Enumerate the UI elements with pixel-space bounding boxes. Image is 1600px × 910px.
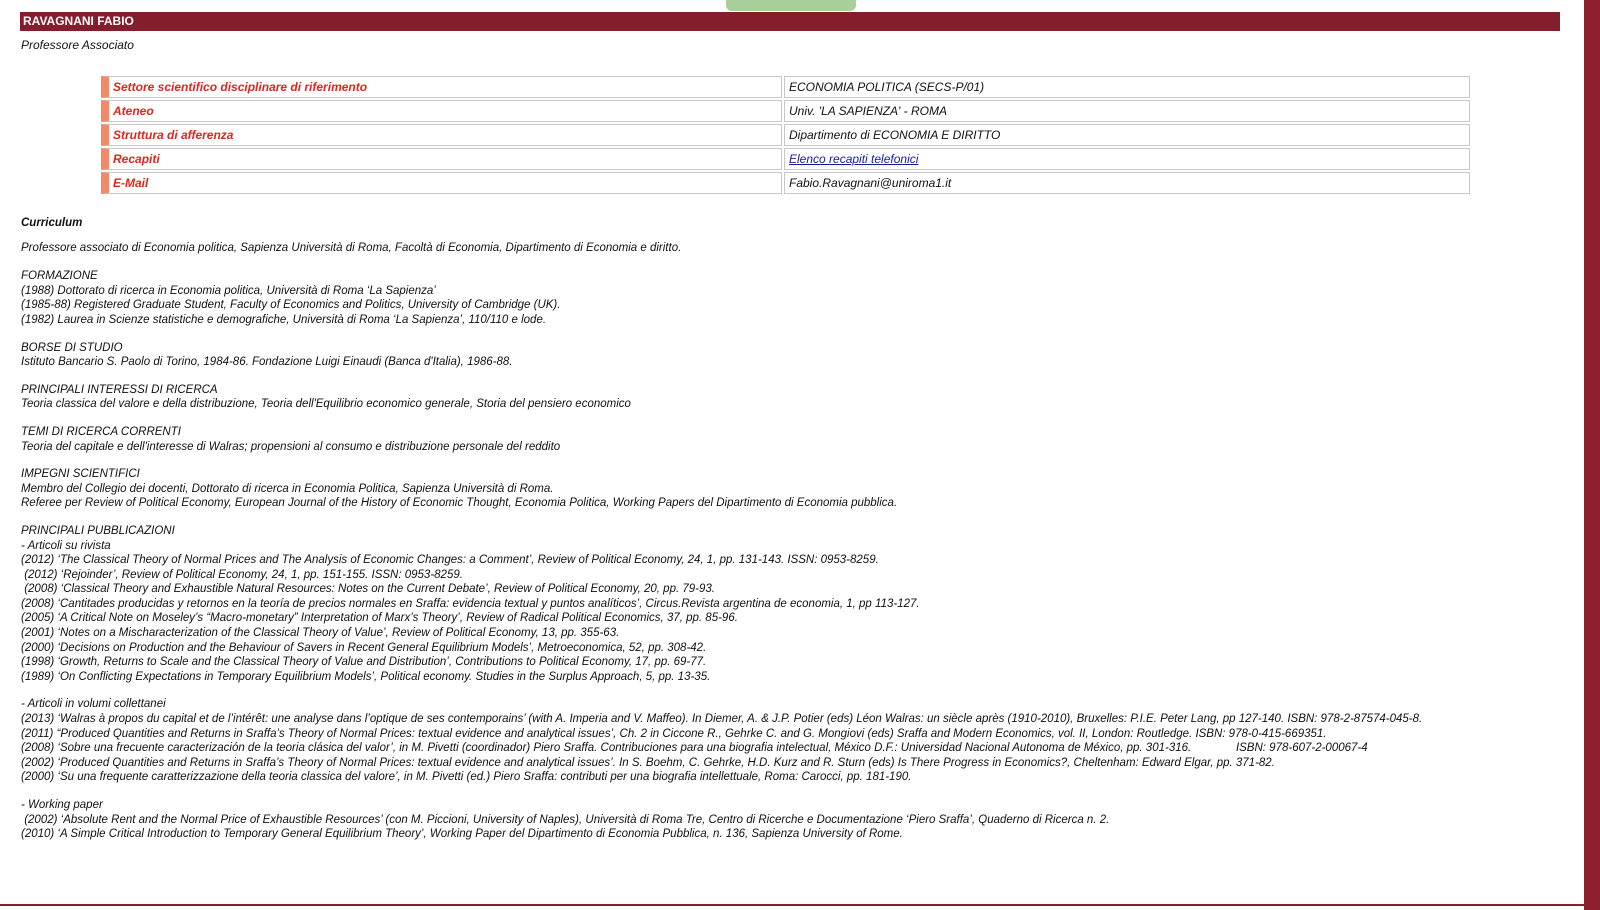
section-line: (2008) ‘Cantitades producidas y retornos en la teoría de precios normales en Sraffa: evidencia textual y puntos analíticos’, Circus.Revista argentina de economia, 1, pp 113-127. [21, 597, 920, 610]
info-label-struttura: Struttura di afferenza [101, 124, 782, 146]
section-heading: PRINCIPALI PUBBLICAZIONI [21, 524, 175, 537]
bottom-border-line [0, 904, 1584, 906]
info-label-ateneo: Ateneo [101, 100, 782, 122]
section-line: (1998) ‘Growth, Returns to Scale and the Classical Theory of Value and Distribution’, Contributions to Political Economy, 17, pp. 69-77. [21, 656, 707, 669]
section-heading: - Articoli in volumi collettanei [21, 698, 166, 711]
curriculum-title: Curriculum [21, 217, 83, 229]
info-value-struttura: Dipartimento di ECONOMIA E DIRITTO [784, 124, 1470, 146]
section-line: (2008) ‘Sobre una frecuente caracterización de la teoria clásica del valor’, in M. Pivetti (coordinador) Piero Sraffa. Contribuciones para una biografia intelectual, México D.F.: Universidad Nacional Autonoma de México, pp. 301-316. ISBN: 978-607-2-00067-4 [21, 742, 1368, 755]
section-line: (2012) ‘The Classical Theory of Normal Prices and The Analysis of Economic Changes: a Comment’, Review of Political Economy, 24, 1, pp. 131-143. ISSN: 0953-8259. [21, 554, 879, 567]
section-heading: IMPEGNI SCIENTIFICI [21, 468, 140, 481]
info-value-email: Fabio.Ravagnani@uniroma1.it [784, 172, 1470, 194]
section-impegni [21, 467, 1531, 511]
section-heading: PRINCIPALI INTERESSI DI RICERCA [21, 383, 218, 396]
info-row [101, 172, 1470, 194]
section-line: - Articoli su rivista [21, 539, 111, 552]
section-line: Istituto Bancario S. Paolo di Torino, 1984-86. Fondazione Luigi Einaudi (Banca d'Italia), 1986-88. [21, 356, 513, 369]
right-border-bar [1584, 0, 1600, 910]
section-line: (2012) ‘Rejoinder’, Review of Political Economy, 24, 1, pp. 151-155. ISSN: 0953-8259. [21, 568, 463, 581]
section-line: (1985-88) Registered Graduate Student, Faculty of Economics and Politics, University of Cambridge (UK). [21, 299, 561, 312]
name-header: RAVAGNANI FABIO [20, 12, 1560, 31]
info-label-settore: Settore scientifico disciplinare di riferimento [101, 76, 782, 98]
curriculum [21, 216, 1531, 855]
section-line: (2008) ‘Classical Theory and Exhaustible Natural Resources: Notes on the Current Debate’, Review of Political Economy, 20, pp. 79-93. [21, 583, 715, 596]
info-table [99, 74, 1472, 196]
info-label-email: E-Mail [101, 172, 782, 194]
section-line: Membro del Collegio dei docenti, Dottorato di ricerca in Economia Politica, Sapienza Università di Roma. [21, 482, 554, 495]
section-line: (1989) ‘On Conflicting Expectations in Temporary Equilibrium Models’, Political economy. Studies in the Surplus Approach, 5, pp. 13-35. [21, 670, 711, 683]
section-line: (2005) ‘A Critical Note on Moseley’s “Macro-monetary” Interpretation of Marx’s Theory’, Review of Radical Political Economics, 37, pp. 85-96. [21, 612, 738, 625]
section-formazione [21, 269, 1531, 327]
section-line: (2011) “Produced Quantities and Returns in Sraffa’s Theory of Normal Prices: textual evidence and analytical issues’, Ch. 2 in Ciccone R., Gehrke C. and G. Mongiovi (eds) Sraffa and Modern Economics, vol. II, London: Routledge. ISBN: 978-0-415-669351. [21, 727, 1327, 740]
curriculum-intro: Professore associato di Economia politica, Sapienza Università di Roma, Facoltà di Economia, Dipartimento di Economia e diritto. [21, 241, 682, 254]
section-line: Teoria del capitale e dell'interesse di Walras; propensioni al consumo e distribuzione personale del reddito [21, 440, 561, 453]
info-row [101, 124, 1470, 146]
section-line: (2002) ‘Absolute Rent and the Normal Price of Exhaustible Resources’ (con M. Piccioni, University of Naples), Università di Roma Tre, Centro di Ricerche e Documentazione ‘Piero Sraffa’, Quaderno di Ricerca n. 2. [21, 813, 1110, 826]
recapiti-link[interactable]: Elenco recapiti telefonici [789, 152, 919, 166]
info-value-ateneo: Univ. 'LA SAPIENZA' - ROMA [784, 100, 1470, 122]
section-line: (2010) ‘A Simple Critical Introduction to Temporary General Equilibrium Theory’, Working Paper del Dipartimento di Economia Pubblica, n. 136, Sapienza University of Rome. [21, 828, 903, 841]
section-line: (2013) ‘Walras à propos du capital et de l’intérêt: une analyse dans l’optique de ses contemporains’ (with A. Imperia and V. Maffeo). In Diemer, A. & J.P. Potier (eds) Léon Walras: un siècle après (1910-2010), Bruxelles: P.I.E. Peter Lang, pp 127-140. ISBN: 978-2-87574-045-8. [21, 713, 1423, 726]
section-working [21, 798, 1531, 842]
info-value-recapiti [784, 148, 1470, 170]
section-pubblicazioni [21, 524, 1531, 685]
section-line: Teoria classica del valore e della distribuzione, Teoria dell'Equilibrio economico generale, Storia del pensiero economico [21, 398, 631, 411]
section-line: (1988) Dottorato di ricerca in Economia politica, Università di Roma ‘La Sapienza’ [21, 284, 436, 297]
section-line: Referee per Review of Political Economy, European Journal of the History of Economic Thought, Economia Politica, Working Papers del Dipartimento di Economia pubblica. [21, 497, 898, 510]
info-label-recapiti: Recapiti [101, 148, 782, 170]
section-line: (2002) ‘Produced Quantities and Returns in Sraffa’s Theory of Normal Prices: textual evidence and analytical issues’. In S. Boehm, C. Gehrke, H.D. Kurz and R. Sturn (eds) Is There Progress in Economics?, Cheltenham: Edward Elgar, pp. 371-82. [21, 756, 1275, 769]
section-heading: - Working paper [21, 799, 103, 811]
section-interessi [21, 383, 1531, 412]
info-row [101, 148, 1470, 170]
section-heading: TEMI DI RICERCA CORRENTI [21, 425, 181, 438]
section-line: (2000) ‘Su una frequente caratterizzazione della teoria classica del valore’, in M. Pivetti (ed.) Piero Sraffa: contributi per una biografia intellettuale, Roma: Carocci, pp. 181-190. [21, 771, 912, 784]
section-temi [21, 425, 1531, 454]
section-volumi [21, 697, 1531, 785]
section-line: (2001) ‘Notes on a Mischaracterization of the Classical Theory of Value’, Review of Political Economy, 13, pp. 355-63. [21, 627, 620, 640]
section-heading: FORMAZIONE [21, 270, 98, 283]
info-value-settore: ECONOMIA POLITICA (SECS-P/01) [784, 76, 1470, 98]
info-row [101, 76, 1470, 98]
section-heading: BORSE DI STUDIO [21, 341, 123, 354]
section-borse [21, 341, 1531, 370]
role-title: Professore Associato [21, 38, 134, 52]
section-line: (2000) ‘Decisions on Production and the Behaviour of Savers in Recent General Equilibrium Models’, Metroeconomica, 52, pp. 308-42. [21, 641, 707, 654]
top-drag-tab[interactable] [726, 0, 856, 11]
section-line: (1982) Laurea in Scienze statistiche e demografiche, Università di Roma ‘La Sapienza’, 110/110 e lode. [21, 313, 547, 326]
info-row [101, 100, 1470, 122]
